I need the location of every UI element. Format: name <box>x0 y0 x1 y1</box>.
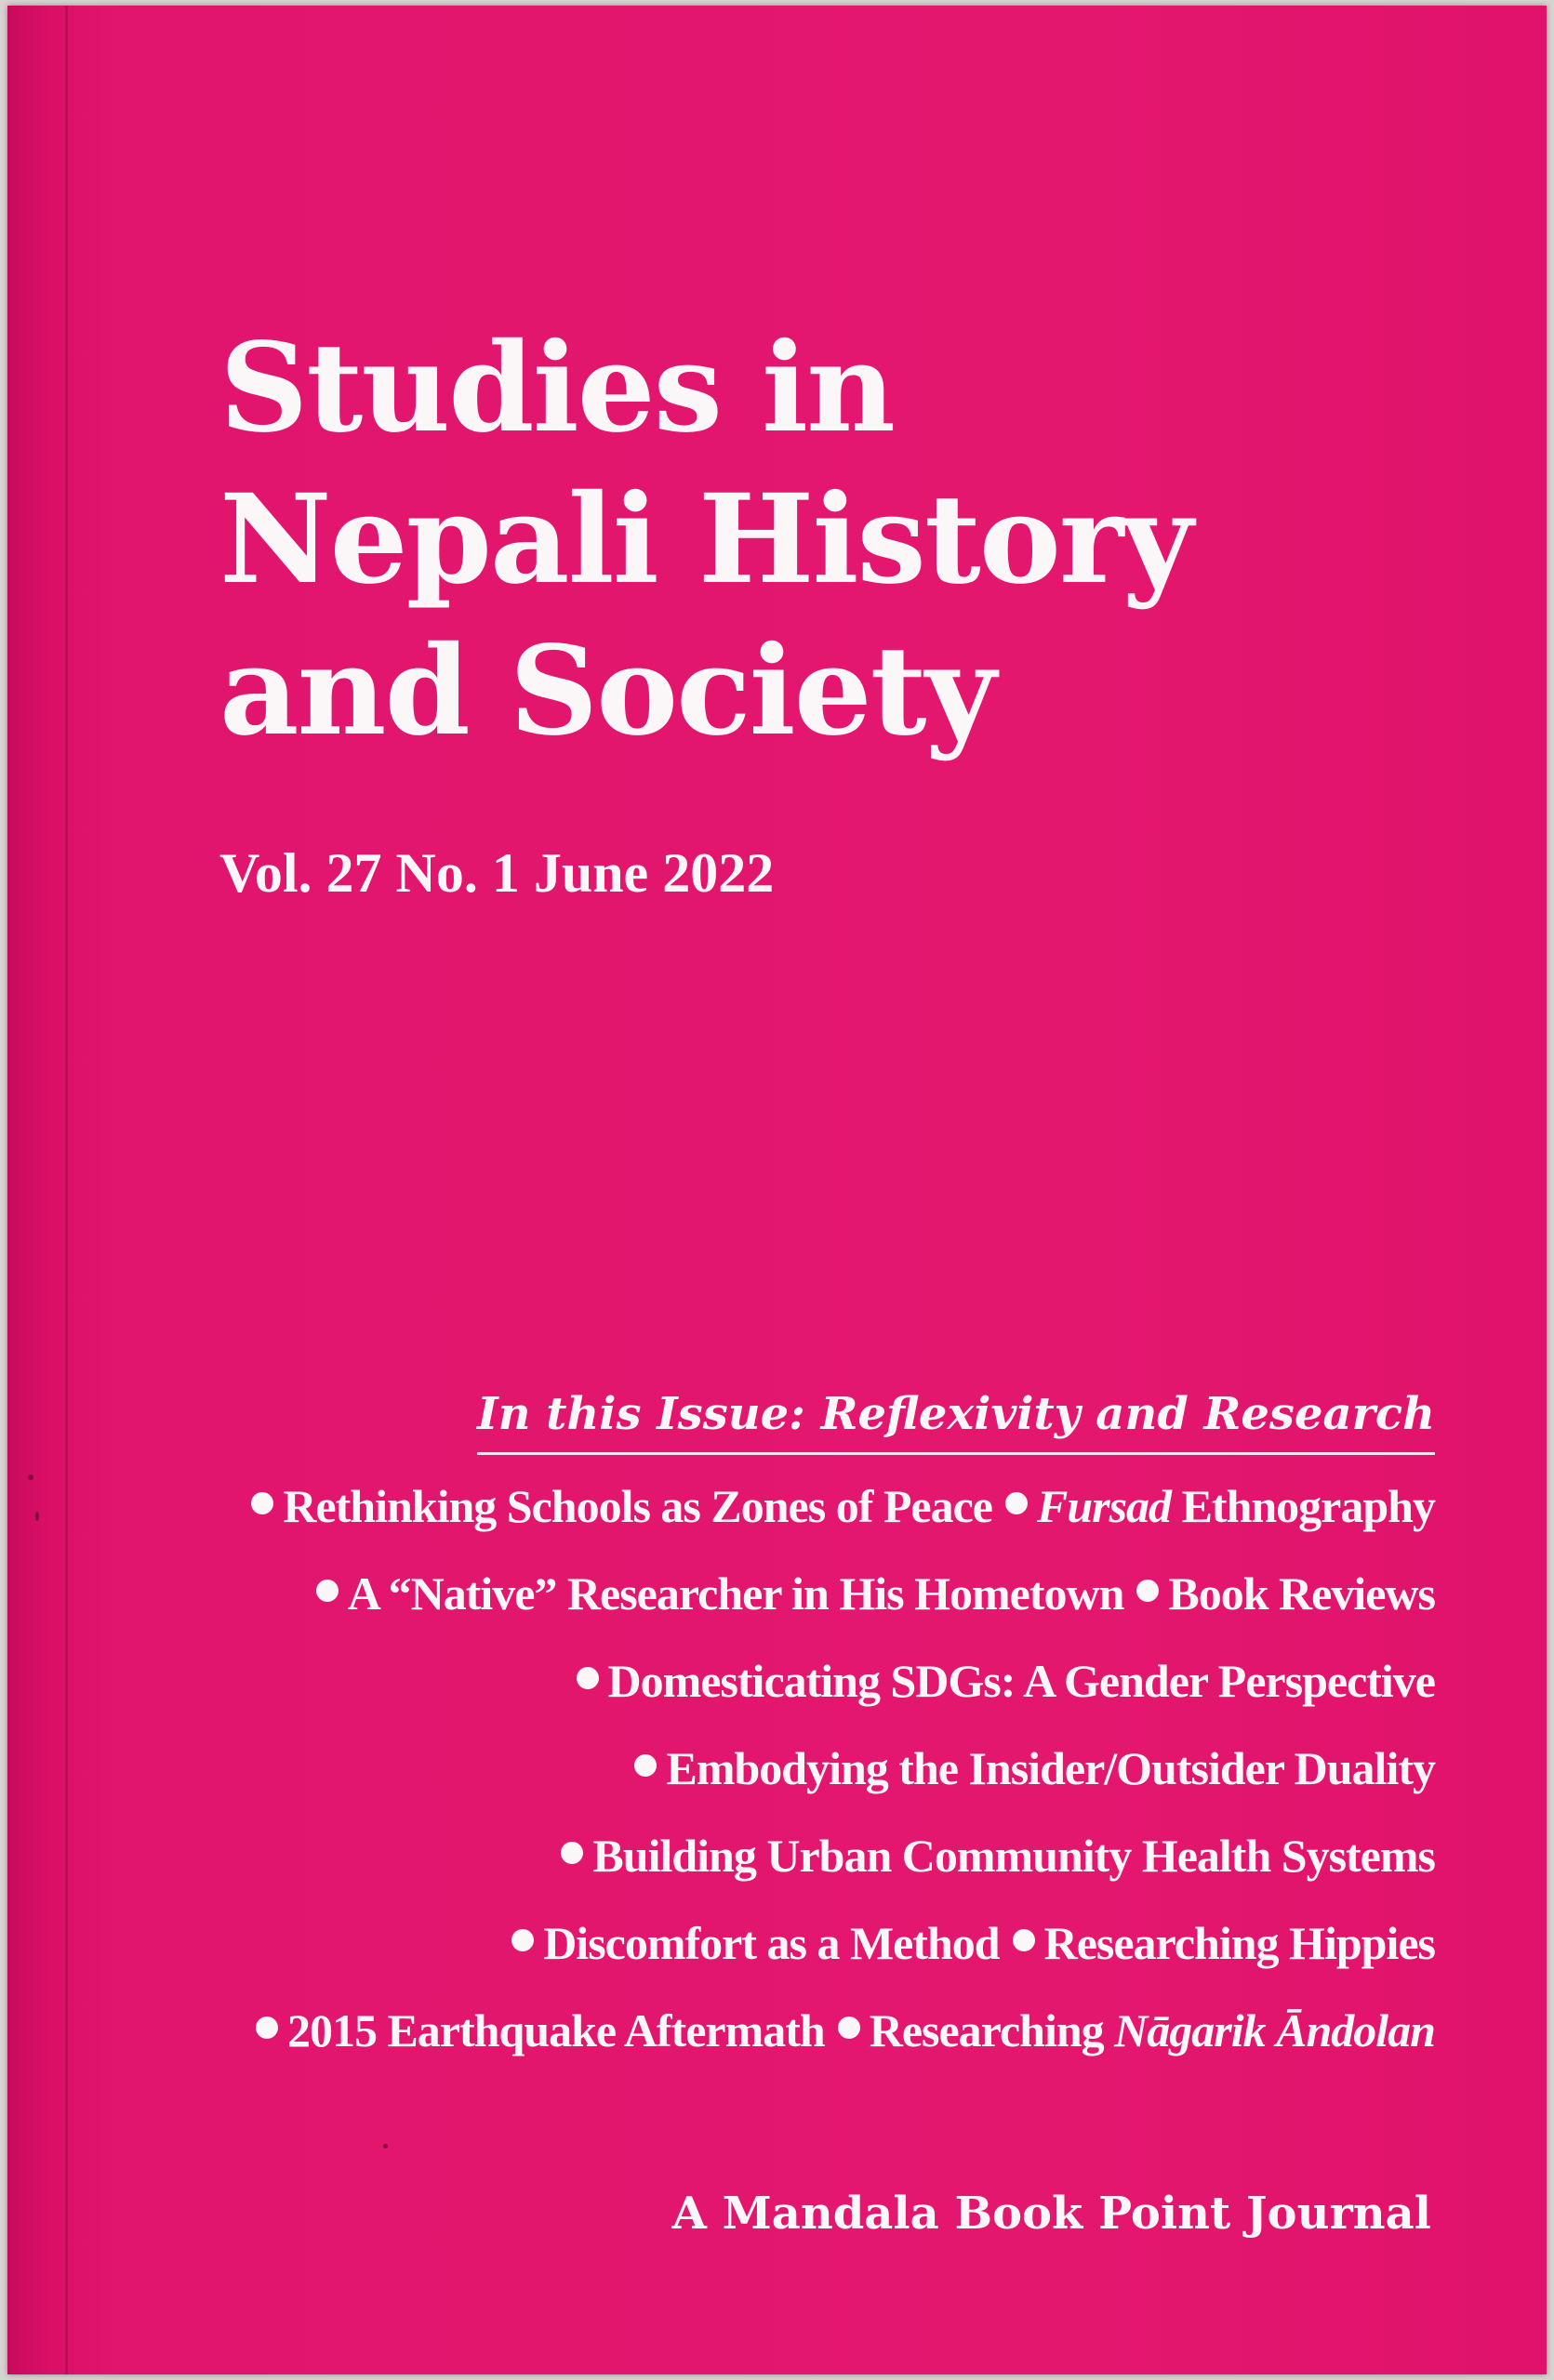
publisher-line: A Mandala Book Point Journal <box>671 2188 1431 2240</box>
contents-heading: In this Issue: Reflexivity and Research <box>477 1382 1435 1455</box>
article-title: 2015 Earthquake Aftermath <box>286 2004 825 2056</box>
cover-blemish <box>28 1474 33 1480</box>
bullet-icon <box>256 2016 278 2039</box>
article-title: Embodying the Insider/Outsider Duality <box>666 1742 1435 1794</box>
bullet-icon <box>316 1580 339 1602</box>
article-title-suffix: Ethnography <box>1171 1480 1435 1532</box>
article-line <box>114 1550 1435 1637</box>
issue-info: Vol. 27 No. 1 June 2022 <box>219 842 775 904</box>
article-title-italic-suffix: Nāgarik Āndolan <box>1114 2004 1435 2056</box>
bullet-icon <box>1136 1580 1159 1602</box>
article-line <box>114 1725 1435 1812</box>
bullet-icon <box>1013 1929 1035 1951</box>
bullet-icon <box>561 1842 583 1864</box>
article-title: Researching <box>869 2004 1115 2056</box>
cover-blemish <box>383 2144 388 2149</box>
article-title: Building Urban Community Health Systems <box>592 1830 1435 1882</box>
article-title: Discomfort as a Method <box>543 1917 1000 1969</box>
article-title: Book Reviews <box>1168 1567 1435 1620</box>
article-line <box>114 1462 1435 1550</box>
bullet-icon <box>511 1929 534 1951</box>
bullet-icon <box>251 1492 273 1514</box>
article-line <box>114 1637 1435 1725</box>
cover-blemish <box>35 1512 39 1521</box>
bullet-icon <box>634 1754 657 1777</box>
journal-cover <box>7 6 1547 2374</box>
title-line-3: and Society <box>219 619 995 763</box>
article-list <box>114 1462 1435 2074</box>
issue-contents <box>114 1382 1435 2074</box>
bullet-icon <box>1005 1492 1028 1514</box>
bullet-icon <box>838 2016 860 2039</box>
article-title: Rethinking Schools as Zones of Peace <box>283 1480 992 1532</box>
title-line-2: Nepali History <box>219 468 1192 612</box>
title-line-1: Studies in <box>219 316 895 460</box>
article-title: Fursad <box>1036 1480 1172 1532</box>
article-line <box>114 1899 1435 1987</box>
journal-title <box>219 312 1335 767</box>
article-title: Researching Hippies <box>1043 1917 1435 1969</box>
article-title: A “Native” Researcher in His Hometown <box>347 1567 1124 1620</box>
bullet-icon <box>577 1667 599 1689</box>
article-title: Domesticating SDGs: A Gender Perspective <box>607 1655 1435 1707</box>
article-line <box>114 1987 1435 2074</box>
article-line <box>114 1812 1435 1899</box>
spine-crease <box>65 6 68 2374</box>
